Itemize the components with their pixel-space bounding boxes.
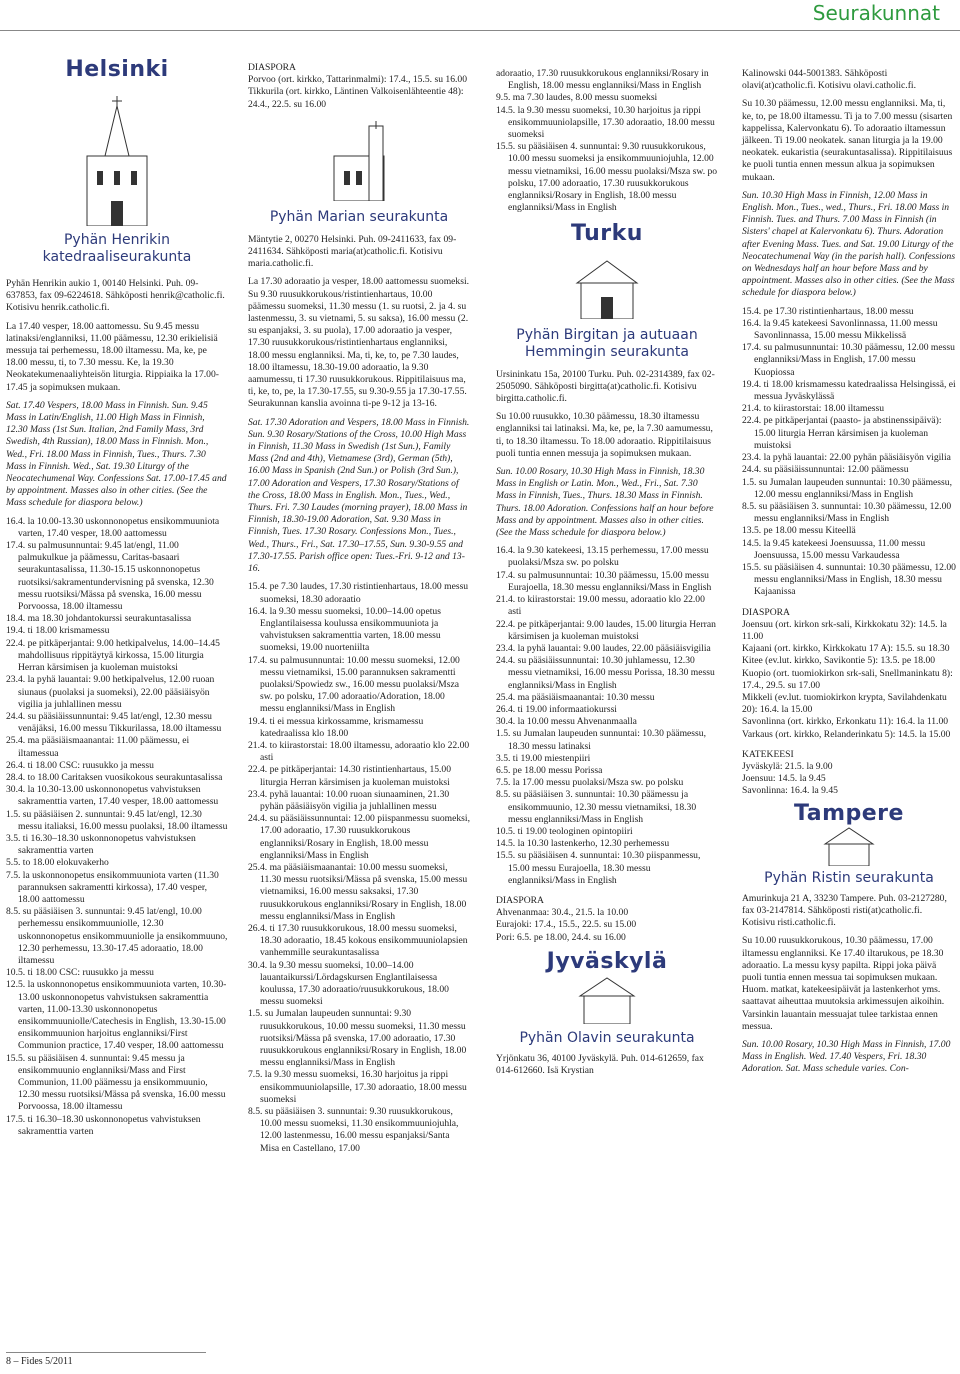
page-footer: 8 – Fides 5/2011 — [6, 1356, 73, 1367]
list-item: 21.4. to kiirastorstai: 18.00 iltamessu, adoraatio klo 22.00 asti — [248, 739, 470, 764]
list-item: 10.5. ti 19.00 teologinen opintopiiri — [496, 825, 633, 837]
list-item: 15.4. pe 17.30 ristintienhartaus, 18.00 messu — [742, 305, 914, 317]
list-item: 1.5. su Jumalan laupeuden sunnuntai: 9.30 ruusukkorukous, 10.00 messu suomeksi, 11.30 messu ruotsiksi/Mässa på svenska, 17.00 adoraatio, 17.30 ruusukkorukous englanniksi/Rosary in English, 18.00 messu englanniksi/Mass in English — [248, 1008, 467, 1069]
city-heading: Jyväskylä — [546, 948, 668, 974]
list-item: 19.4. ti 18.00 krismamessu katedraalissa Helsingissä, ei messua Jyväskylässä — [742, 378, 956, 403]
list-item: 24.4. su pääsiäissunnuntai: 12.00 piispanmessu suomeksi, 17.00 adoraatio, 17.30 ruusukkorukous englanniksi/Rosary in English, 18.00 messu englanniksi/Mass in English — [248, 813, 470, 861]
katekeesi-list — [742, 761, 956, 798]
church-illustration — [496, 974, 718, 1024]
list-item: Eurajoki: 17.4., 15.5., 22.5. su 15.00 — [496, 919, 637, 931]
mass-schedule-english: Sat. 17.30 Adoration and Vespers, 18.00 Mass in Finnish. Sun. 9.30 Rosary/Stations of the Cross, 10.00 High Mass in Finnish, 11.30 Mass in Swedish (1st Sun.), Family Mass (2nd and 4th), Vietnamese (3rd), German (5th), 16.00 Mass in Spanish (2nd Sun.) or Polish (3rd Sun.), 17.00 Adoration and Vespers, 17.30 Rosary/Stations of the Cross, 18.00 Mass in English. Mon., Tues., Wed., Thurs. Fri. 7.30 Laudes (morning prayer), 18.00 Mass in Finnish, 18.30-19.00 Adoration, Sat. 9.30 Mass in Finnish, Tues. 17.30 Rosary. Confessions Mon., Tues., Wed., Thurs., Fri., Sat. 17.30–17.55, Sun. 9.30-9.55 and 17.30-17.55. Parish office open: Tues.-Fri. 9-12 and 13-16. — [248, 416, 470, 575]
mass-schedule-english: Sun. 10.30 High Mass in Finnish, 12.00 Mass in English. Mon., Tues., wed., Thurs., Fri. 18.00 Mass in Finnish. Tues. and Thurs. 7.00 Mass in Finnish (in Sisters' chapel at Kalervonkatu 6). Thurs. Adoration after Evening Mass. Tues. and Sat. 19.00 Liturgy of the Neocatechumenal Way (in the parish hall). Confessions on Wednesdays half an hour before Mass and by appointment. Masses also in other cities. (See the Mass schedule for diaspora below.) — [742, 189, 956, 299]
parish-contact: Mäntytie 2, 00270 Helsinki. Puh. 09-2411633, fax 09-2411634. Sähköposti maria(at)catholic.fi. Kotisivu maria.catholic.fi. — [248, 233, 457, 270]
list-item: 17.5. ti 16.30–18.30 uskonnonopetus vahvistuksen sakramenttia varten — [6, 1113, 201, 1137]
list-item: 17.4. su palmusunnuntai: 10.00 messu suomeksi, 12.00 messu vietnamiksi, 15.00 parannuksen sakramentti puolaksi/Spowiedz sw., 16.00 messu puolaksi/Msza sw. po polsku, 17.00 adoraatio/Adoration, 18.00 messu englanniksi/Mass in English — [248, 654, 460, 715]
list-item: 25.4. ma pääsiäismaanantai: 10.00 messu suomeksi, 11.30 messu ruotsiksi/Mässa på svenska, 15.00 messu vietnamiksi, 16.00 messu saksaksi, 17.30 ruusukkorukous englanniksi/Rosary in English, 18.00 messu englanniksi/Mass in English — [248, 861, 468, 922]
list-item: Kuopio (ort. tuomiokirkon srk-sali, Snellmaninkatu 8): 17.4., 29.5. su 17.00 — [742, 667, 953, 691]
list-item: 30.4. la 10.30-13.00 uskonnonopetus vahvistuksen sakramenttia varten, 17.40 vesper, 18.00 aattomessu — [6, 784, 219, 808]
list-item: 9.5. ma 7.30 laudes, 8.00 messu suomeksi — [496, 92, 658, 104]
list-item: 14.5. la 9.30 messu suomeksi, 10.30 harjoitus ja rippi ensikommuuniolapsille, 17.30 adoraatio, 18.00 messu suomeksi — [496, 104, 715, 141]
list-item: Joensuu: 14.5. la 9.45 — [742, 773, 826, 785]
list-item: 22.4. pe pitkäperjantai: 14.30 ristintienhartaus, 15.00 liturgia Herran kärsimisen ja kuoleman muistoksi — [248, 764, 452, 788]
mass-schedule-english: Sat. 17.40 Vespers, 18.00 Mass in Finnish. Sun. 9.45 Mass in Latin/English, 11.00 High Mass in Finnish, 12.30 Mass (1st Sun. Italian, 2nd Family Mass, 3rd Swedish, 4th Russian), 18.00 Mass in Finnish. Mon., Wed., Fri. 18.00 Mass in Finnish, Tues., Thurs. 7.30 Mass in Finnish. Wed., Sat. 19.30 Liturgy of the Neocatechumenal Way. Confessions Sat. 17.00-17.45 and by appointment. Masses also in other cities. (See the Mass schedule for diaspora below.) — [6, 399, 227, 509]
church-illustration — [6, 96, 228, 226]
diaspora-title: DIASPORA — [496, 894, 544, 906]
list-item: Joensuu (ort. kirkon srk-sali, Kirkkokatu 32): 14.5. la 11.00 — [742, 618, 947, 642]
list-item: 16.4. la 9.30 messu suomeksi, 10.00–14.00 opetus Englantilaisessa koulussa ensikommuuniota ja vahvistuksen sakramenttia varten, 18.00 messu suomeksi, 19.00 nuorteniilta — [248, 605, 441, 654]
church-icon — [567, 253, 647, 319]
mass-schedule-english: Sun. 10.00 Rosary, 10.30 High Mass in Finnish, 18.30 Mass in English or Latin. Mon., Wed., Fri., Sat. 7.30 Mass in Finnish, Tues., Thurs. 18.30 Mass in Finnish. Thurs. 18.00 Adoration. Confessions half an hour before Mass and by appointment. Masses also in other cities. (See the Mass schedule for diaspora below.) — [496, 466, 714, 539]
parish-contact: Yrjönkatu 36, 40100 Jyväskylä. Puh. 014-612659, fax 014-612660. Isä Krystian — [496, 1052, 704, 1077]
parish-calendar-continued — [496, 68, 718, 214]
parish-name: Pyhän Birgitan ja autuaan Hemmingin seurakunta — [516, 326, 698, 360]
list-item: Ahvenanmaa: 30.4., 21.5. la 10.00 — [496, 907, 629, 919]
list-item: 6.5. pe 18.00 messu Porissa — [496, 764, 603, 776]
list-item: 8.5. su pääsiäisen 3. sunnuntai: 10.30 päämessu ja ensikommuunio, 12.30 messu vietnamiksi, 18.30 messu englanniksi/Mass in English — [496, 789, 697, 825]
list-item: 15.5. su pääsiäisen 4. sunnuntai: 10.30 piispanmessu, 15.00 messu Eurajoella, 18.30 messu englanniksi/Mass in English — [496, 850, 701, 886]
list-item: 22.4. pe pitkäperjantai: 9.00 laudes, 15.00 liturgia Herran kärsimisen ja kuoleman muistoksi — [496, 618, 716, 642]
list-item: 22.4. pe pitkäperjantai: 9.00 hetkipalvelus, 14.00–14.45 mahdollisuus rippitäytyä kirkossa, 15.00 liturgia Herran kärsimisen ja kuoleman muistoksi — [6, 637, 220, 674]
list-item: 23.4. pyhä lauantai: 10.00 ruoan siunaaminen, 21.30 pyhän pääsiäisyön vigilia ja juhlallinen messu — [248, 788, 450, 812]
list-item: 15.5. su pääsiäisen 4. sunnuntai: 10.30 päämessu, 12.00 messu englanniksi/Mass in English, 18.30 messu Kajaanissa — [742, 561, 956, 598]
footer-divider — [6, 1352, 206, 1353]
church-icon — [819, 826, 879, 866]
parish-name: Pyhän Olavin seurakunta — [519, 1029, 695, 1046]
list-item: 1.5. su Jumalan laupeuden sunnuntai: 10.30 päämessu, 12.00 messu englanniksi/Mass in English — [742, 476, 952, 500]
list-item: 16.4. la 9.30 katekeesi, 13.15 perhemessu, 17.00 messu puolaksi/Msza sw. po polsku — [496, 545, 709, 569]
church-icon — [77, 96, 157, 226]
list-item: 17.4. su palmusunnuntai: 10.30 päämessu, 15.00 messu Eurajoella, 18.30 messu englanniksi/Mass in English — [496, 569, 712, 593]
list-item: 14.5. la 9.45 katekeesi Joensuussa, 11.00 messu Joensuussa, 15.00 messu Varkaudessa — [742, 537, 926, 561]
parish-calendar — [248, 581, 470, 1155]
list-item: 8.5. su pääsiäisen 3. sunnuntai: 9.30 ruusukkorukous, 10.00 messu suomeksi, 11.30 ensikommuuniojuhla, 12.00 lastenmessu, 16.00 messu espanjaksi/Santa Misa en Castellano, 17.00 — [248, 1106, 459, 1154]
list-item: 7.5. la 17.00 messu puolaksi/Msza sw. po polsku — [496, 777, 684, 789]
header-divider — [0, 30, 960, 31]
list-item: 26.4. ti 18.00 CSC: ruusukko ja messu — [6, 759, 154, 771]
list-item: 23.4. la pyhä lauantai: 9.00 hetkipalvelus, 12.00 ruoan siunaus (puolaksi ja suomeksi), 22.00 pääsiäisyön vigilia ja juhlallinen messu — [6, 674, 215, 710]
list-item: 30.4. la 10.00 messu Ahvenanmaalla — [496, 716, 637, 728]
parish-contact: Ursininkatu 15a, 20100 Turku. Puh. 02-2314389, fax 02-2505090. Sähköposti birgitta(at)catholic.fi. Kotisivu birgitta.catholic.fi. — [496, 368, 715, 405]
parish-name: Pyhän Marian seurakunta — [269, 208, 449, 225]
parish-calendar — [6, 516, 228, 1138]
list-item: 1.5. su pääsiäisen 2. sunnuntai: 9.45 lat/engl, 12.30 messu italiaksi, 16.00 messu puolaksi, 18.00 iltamessu — [6, 808, 228, 832]
list-item: 10.5. ti 18.00 CSC: ruusukko ja messu — [6, 967, 154, 979]
list-item: 3.5. ti 16.30–18.30 uskonnonopetus vahvistuksen sakramenttia varten — [6, 832, 196, 857]
parish-contact: Amurinkuja 21 A, 33230 Tampere. Puh. 03-2127280, fax 03-2147814. Sähköposti risti(at)catholic.fi. Kotisivu risti.catholic.fi. — [742, 892, 947, 929]
list-item: 17.4. su palmusunnuntai: 9.45 lat/engl, 11.00 palmukulkue ja päämessu, Caritas-basaari seurakuntasalissa, 11.30-15.15 uskonnonopetus ruotsiksi/sakramentundervisning på svenska, 12.30 messu ruotsiksi/Mässa på svenska, 16.00 messu Porvoossa, 18.00 iltamessu — [6, 540, 214, 613]
list-item: Mikkeli (ev.lut. tuomiokirkon krypta, Savilahdenkatu 20): 16.4. la 15.00 — [742, 691, 947, 716]
list-item: 3.5. ti 19.00 miestenpiiri — [496, 752, 591, 764]
list-item: 5.5. to 18.00 elokuvakerho — [6, 857, 109, 869]
list-item: 24.4. su pääsiäissunnuntai: 12.00 päämessu — [742, 464, 909, 476]
list-item: 15.5. su pääsiäisen 4. sunnuntai: 9.45 messu ja ensikommuunio englanniksi/Mass and First Communion, 11.00 päämessu ja ensikommuunio, 12.30 messu ruotsiksi/Mässa på svenska, 16.00 messu Porvoossa, 18.00 iltamessu — [6, 1052, 226, 1113]
church-illustration — [496, 253, 718, 319]
list-item: Pori: 6.5. pe 18.00, 24.4. su 16.00 — [496, 931, 626, 943]
city-heading: Tampere — [794, 800, 904, 826]
list-item: 25.4. ma pääsiäismaanantai: 10.30 messu — [496, 691, 655, 703]
diaspora-title: DIASPORA — [248, 62, 296, 73]
parish-name: Pyhän Ristin seurakunta — [764, 869, 934, 886]
list-item: 15.5. su pääsiäisen 4. sunnuntai: 9.30 ruusukkorukous, 10.00 messu suomeksi ja ensikommuuniojuhla, 12.00 messu vietnamiksi, 16.00 messu puolaksi/Msza sw. po polsku, 17.00 adoraatio, 17.30 ruusukkorukous englanniksi/Rosary in English, 18.00 messu englanniksi/Mass in English — [496, 141, 718, 214]
city-heading: Turku — [571, 221, 643, 247]
column-turku — [496, 68, 718, 1083]
page-header — [0, 0, 960, 30]
list-item: 23.4. la pyhä lauantai: 9.00 laudes, 22.00 pääsiäisvigilia — [496, 642, 711, 654]
mass-schedule: La 17.40 vesper, 18.00 aattomessu. Su 9.45 messu latinaksi/englanniksi, 11.00 päämessu, 12.30 erikielisiä messuja tai perhemessu, 18.00 iltamessu. Ma, ke, pe 18.00 messu, ti, to 7.30 messu. Ke, la 19.30 Neokatekumenaaliyhteisön liturgia. Rippiaika la 17.00-17.45 ja sopimuksen mukaan. — [6, 320, 219, 393]
church-icon — [572, 974, 642, 1024]
diaspora-text: Porvoo (ort. kirkko, Tattarinmalmi): 17.4., 15.5. su 16.00 Tikkurila (ort. kirkko, Läntinen Valkoisenlähteentie 48): 24.4., 22.5. su 16.00 — [248, 74, 467, 110]
mass-schedule: Su 10.00 ruusukkorukous, 10.30 päämessu, 17.00 iltamessu englanniksi. Ke 17.40 iltarukous, pe 18.30 adoraatio. La messu kysy papilta. Rippi joka päivä puoli tuntia ennen messua tai sopimuksen mukaan. Huom. matkat, katekeesipäivät ja lastenkerhot yms. saattavat aiheuttaa muutoksia arkimessujen aikoihin. Varsinkin lauantain messuajat tulee tarkistaa ennen messua. — [742, 935, 945, 1032]
list-item: 1.5. su Jumalan laupeuden sunnuntai: 10.30 päämessu, 18.30 messu latinaksi — [496, 728, 706, 752]
katekeesi-title: KATEKEESI — [742, 748, 794, 760]
list-item: 13.5. pe 18.00 messu Kiteellä — [742, 525, 856, 537]
parish-calendar — [496, 545, 718, 887]
diaspora-title: DIASPORA — [742, 606, 790, 618]
column-tampere — [742, 68, 956, 1082]
list-item: 28.4. to 18.00 Caritaksen vuosikokous seurakuntasalissa — [6, 771, 223, 783]
church-icon — [314, 121, 404, 201]
list-item: 17.4. su palmusunnuntai: 10.30 päämessu, 12.00 messu englanniksi/Mass in English, 17.00 messu Kuopiossa — [742, 342, 955, 378]
list-item: Varkaus (ort. kirkko, Relanderinkatu 5): 14.5. la 15.00 — [742, 728, 951, 740]
list-item: 16.4. la 10.00-13.30 uskonnonopetus ensikommuuniota varten, 17.40 vesper, 18.00 aattomessu — [6, 515, 220, 539]
church-illustration — [742, 826, 956, 866]
list-item: 26.4. ti 19.00 informaatiokurssi — [496, 703, 617, 715]
city-block — [6, 50, 228, 96]
list-item: 8.5. su pääsiäisen 3. sunnuntai: 9.45 lat/engl, 10.00 perhemessu ensikommuuniolle, 12.30 uskonnonopetus ensikommuuniolle ja ensikommuuno, 12.30 perhemessu, 13.30-17.45 adoraatio, 18.00 iltamessu — [6, 906, 228, 966]
column-helsinki — [6, 50, 228, 1138]
church-illustration — [248, 121, 470, 201]
list-item: 21.4. to kiirastorstai: 18.00 iltamessu — [742, 403, 885, 415]
mass-schedule: Su 10.30 päämessu, 12.00 messu englanniksi. Ma, ti, ke, to, pe 18.00 iltamessu. Ti ja to 7.00 messu (sisarten kappelissa, Kalervonkatu 6). To adoraatio iltamessun jälkeen. Ti 19.00 neokatek. sanan liturgia ja la 19.00 neokatek. eukaristia (seurakuntasalissa). Rippitilaisuus ke puoli tuntia ennen messun alkua ja sopimuksen mukaan. — [742, 98, 953, 183]
list-item: 21.4. to kiirastorstai: 19.00 messu, adoraatio klo 22.00 asti — [496, 594, 705, 618]
list-item: 30.4. la 9.30 messu suomeksi, 10.00–14.00 lauantaikurssi/Lördagskursen Englantilaisessa koulussa, 17.30 adoraatio/ruusukkorukous, 18.00 messu suomeksi — [248, 959, 449, 1008]
mass-schedule: La 17.30 adoraatio ja vesper, 18.00 aattomessu suomeksi. Su 9.30 ruusukkorukous/ristintienhartaus, 10.00 päämessu suomeksi, 11.30 messu (1. su ruotsi, 2. ja 4. su lastenmessu, 3. su vietnami, 5. su saksa), 16.00 messu (2. su espanjaksi, 3. su puola), 17.00 adoraatio ja vesper, 17.30 ruusukkorukous/ristintienhartaus englanniksi, 18.00 messu englanniksi. Ma, ti, ke, to, pe 7.30 laudes, 18.00 iltamessu, 18.30-19.00 adoraatio, la 9.30 aamumessu, ti 17.30 ruusukkorukous. Rippitilaisuus ma, ti, ke, to, pe, la 17.30-17.55, su 9.30-9.55 ja 17.30-17.55. Seurakunnan kanslia avoinna ti-pe 9-12 ja 13-16. — [248, 276, 470, 410]
list-item: 7.5. la 9.30 messu suomeksi, 16.30 harjoitus ja rippi ensikommuuniolapsille, 17.30 adoraatio, 18.00 messu suomeksi — [248, 1069, 467, 1105]
mass-schedule-english: Sun. 10.00 Rosary, 10.30 High Mass in Finnish, 17.00 Mass in English. Wed. 17.40 Vespers, Fri. 18.30 Adoration. Sat. Mass schedule varies. Con- — [742, 1039, 951, 1075]
list-item: 25.4. ma pääsiäismaanantai: 11.00 päämessu, ei iltamessua — [6, 735, 190, 759]
mass-schedule: Su 10.00 ruusukko, 10.30 päämessu, 18.30 iltamessu englanniksi tai latinaksi. Ma, ke, pe, la 7.30 aamumessu, ti, to 18.30 iltamessu. To 18.00 adoraatio. Rippitilaisuus puoli tuntia ennen messuja ja sopimuksen mukaan. — [496, 411, 713, 459]
list-item: 8.5. su pääsiäisen 3. sunnuntai: 10.30 päämessu, 12.00 messu englanniksi/Mass in English — [742, 500, 952, 525]
list-item: 15.4. pe 7.30 laudes, 17.30 ristintienhartaus, 18.00 messu suomeksi, 18.30 adoraatio — [248, 581, 469, 605]
list-item: adoraatio, 17.30 ruusukkorukous englanniksi/Rosary in English, 18.00 messu englanniksi/Mass in English — [496, 68, 709, 92]
column-maria — [248, 62, 470, 1155]
parish-contact: Kalinowski 044-5001383. Sähköposti olavi(at)catholic.fi. Kotisivu olavi.catholic.fi. — [742, 68, 916, 92]
list-item: 24.4. su pääsiäissunnuntai: 9.45 lat/engl, 12.30 messu venäjäksi, 16.00 messu Tikkurilassa, 18.00 iltamessu — [6, 710, 222, 735]
city-heading: Helsinki — [65, 57, 169, 82]
list-item: 7.5. la uskonnonopetus ensikommuuniota varten (11.30 parannuksen sakramentti kirkossa), 17.40 vesper, 18.00 aattomessu — [6, 869, 219, 905]
list-item: 18.4. ma 18.30 johdantokurssi seurakuntasalissa — [6, 613, 192, 625]
list-item: 16.4. la 9.45 katekeesi Savonlinnassa, 11.00 messu Savonlinnassa, 15.00 messu Mikkelissä — [742, 317, 938, 342]
list-item: 19.4. ti ei messua kirkossamme, krismamessu katedraalissa klo 18.00 — [248, 715, 424, 739]
list-item: Savonlinna: 16.4. la 9.45 — [742, 785, 838, 797]
list-item: 24.4. su pääsiäissunnuntai: 10.30 juhlamessu, 12.30 messu vietnamiksi, 16.00 messu Porissa, 18.30 messu englanniksi/Mass in English — [496, 655, 715, 691]
parish-name: Pyhän Henrikin katedraaliseurakunta — [42, 232, 192, 265]
list-item: 14.5. la 10.30 lastenkerho, 12.30 perhemessu — [496, 838, 670, 850]
page-title: Seurakunnat — [812, 1, 940, 25]
list-item: Kajaani (ort. kirkko, Kirkkokatu 17 A): 15.5. su 18.30 — [742, 643, 950, 655]
diaspora-list — [742, 619, 956, 741]
parish-calendar — [742, 306, 956, 599]
list-item: Kitee (ev.lut. kirkko, Savikontie 5): 13.5. pe 18.00 — [742, 655, 936, 667]
list-item: Jyväskylä: 21.5. la 9.00 — [742, 760, 833, 772]
list-item: 22.4. pe pitkäperjantai (paasto- ja abstinenssipäivä): 15.00 liturgia Herran kärsimisen ja kuoleman muistoksi — [742, 415, 942, 451]
list-item: Savonlinna (ort. kirkko, Erkonkatu 11): 16.4. la 11.00 — [742, 716, 949, 728]
list-item: 23.4. la pyhä lauantai: 22.00 pyhän pääsiäisyön vigilia — [742, 452, 951, 464]
diaspora-list — [496, 907, 718, 944]
parish-contact: Pyhän Henrikin aukio 1, 00140 Helsinki. Puh. 09-637853, fax 09-6224618. Sähköposti henrik@catholic.fi. Kotisivu henrik.catholic.fi. — [6, 278, 225, 314]
list-item: 26.4. ti 17.30 ruusukkorukous, 18.00 messu suomeksi, 18.30 adoraatio, 18.45 kokous ensikommuuniolapsien vanhemmille seurakuntasalissa — [248, 922, 468, 959]
list-item: 19.4. ti 18.00 krismamessu — [6, 625, 110, 637]
list-item: 12.5. la uskonnonopetus ensikommuuniota varten, 10.30-13.00 uskonnonopetus vahvistuksen sakramenttia varten, 11.00-13.30 uskonnonopetus ensikommuuniolle/Catechesis in English, 13.30-15.00 ensikommuunion harjoitus englanniksi/First Communion practice, 17.40 vesper, 18.00 aattomessu — [6, 979, 227, 1052]
